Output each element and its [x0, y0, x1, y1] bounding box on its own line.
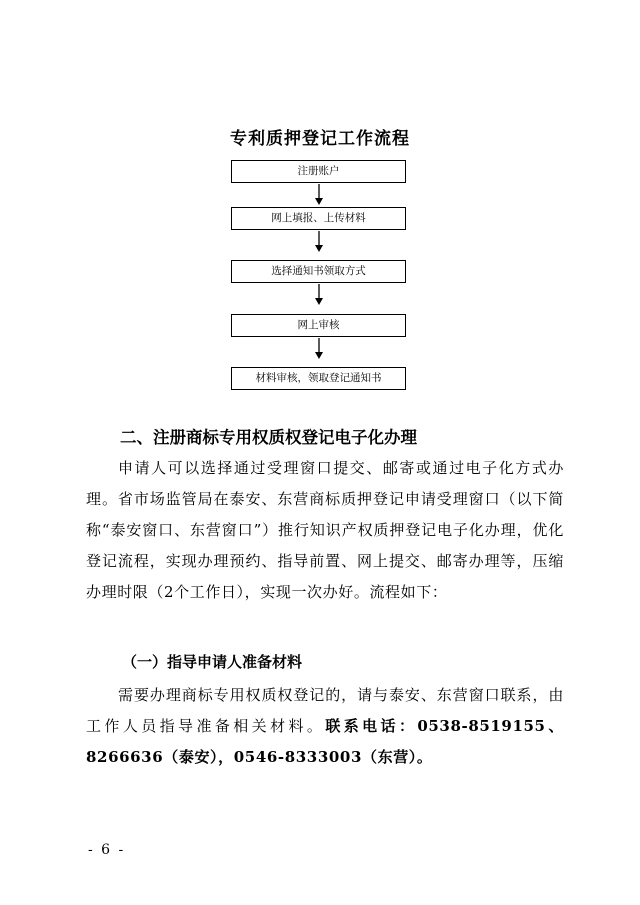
- down-arrow-icon: [312, 231, 326, 253]
- flow-step-choose-notice-method: 选择通知书领取方式: [231, 260, 406, 283]
- section-heading: 二、注册商标专用权质权登记电子化办理: [120, 428, 417, 447]
- contact-phone-numbers: 联系电话：0538-8519155、8266636（泰安），0546-8333003（东营）。: [86, 717, 564, 766]
- down-arrow-icon: [312, 284, 326, 306]
- flowchart-title: 专利质押登记工作流程: [230, 129, 410, 149]
- contact-paragraph: [86, 680, 564, 773]
- flow-step-material-review: 材料审核，领取登记通知书: [231, 367, 406, 390]
- flow-step-online-fill: 网上填报、上传材料: [231, 207, 406, 230]
- flow-step-online-review: 网上审核: [231, 314, 406, 337]
- flow-step-register-account: 注册账户: [231, 160, 406, 183]
- body-paragraph: 申请人可以选择通过受理窗口提交、邮寄或通过电子化方式办理。省市场监管局在泰安、东营商标质押登记申请受理窗口（以下简称“泰安窗口、东营窗口”）推行知识产权质押登记电子化办理，优化登记流程，实现办理预约、指导前置、网上提交、邮寄办理等，压缩办理时限（2个工作日），实现一次办好。流程如下：: [86, 459, 564, 601]
- contact-intro-text: 需要办理商标专用权质权登记的，请与泰安、东营窗口联系，由工作人员指导准备相关材料。: [86, 686, 564, 735]
- down-arrow-icon: [312, 184, 326, 206]
- page-number: - 6 -: [88, 842, 126, 858]
- down-arrow-icon: [312, 338, 326, 360]
- subsection-heading: （一）指导申请人准备材料: [122, 653, 303, 671]
